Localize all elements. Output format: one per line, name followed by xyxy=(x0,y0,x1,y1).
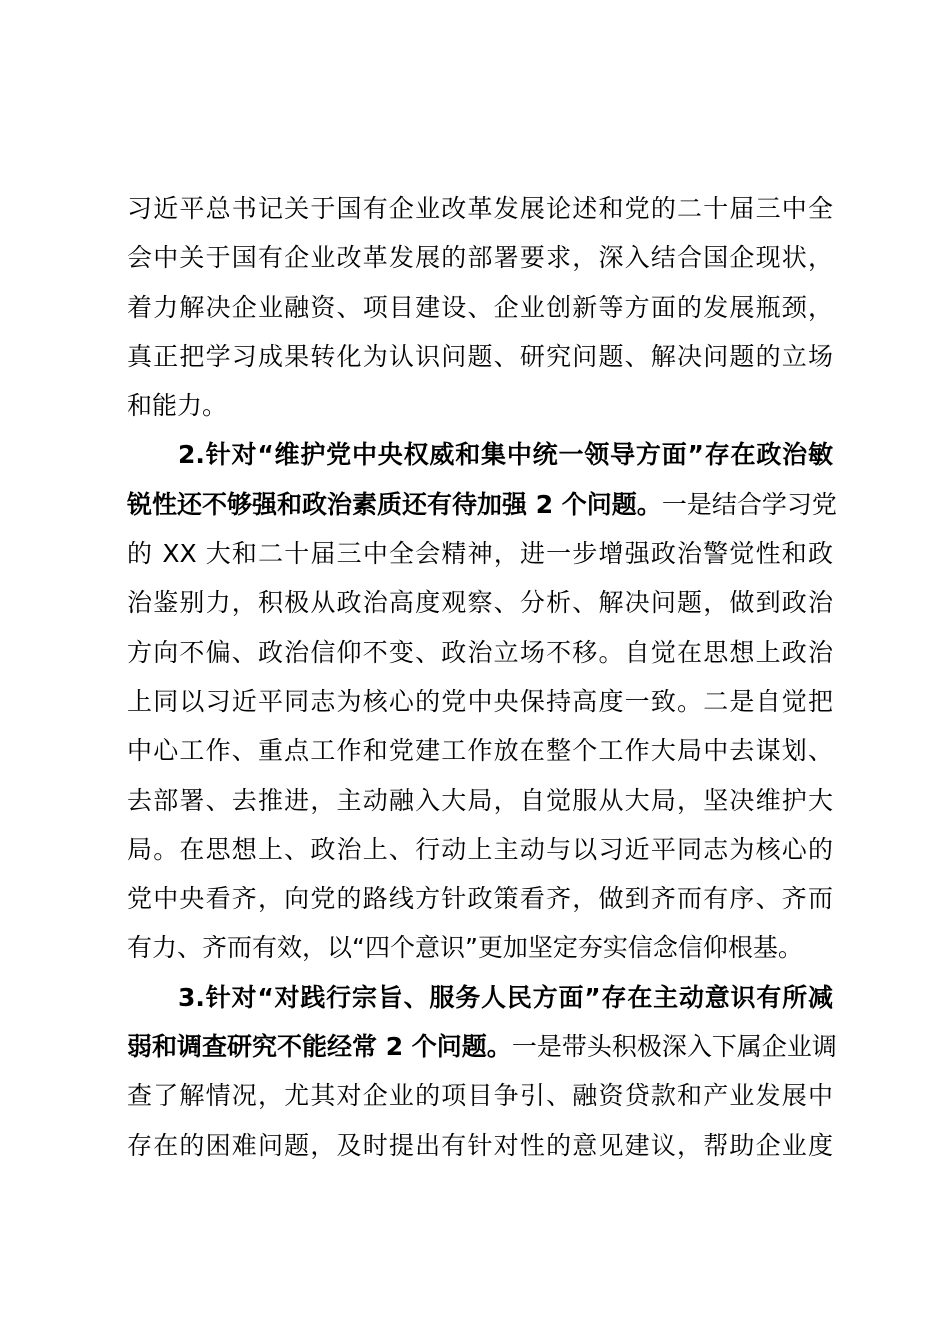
text-line: 局。在思想上、政治上、行动上主动与以习近平同志为核心的 xyxy=(127,834,833,864)
text-line: 治鉴别力，积极从政治高度观察、分析、解决问题，做到政治 xyxy=(127,588,833,618)
body-text: 一是带头积极深入下属企业调 xyxy=(511,1032,837,1062)
text-line: 党中央看齐，向党的路线方针政策看齐，做到齐而有序、齐而 xyxy=(127,884,833,914)
section-heading-text: 弱和调查研究不能经常 2 个问题。 xyxy=(127,1032,512,1062)
paragraph-2 xyxy=(127,430,837,972)
section-heading-line: 2.针对“维护党中央权威和集中统一领导方面”存在政治敏 xyxy=(178,440,833,470)
body-text: 一是结合学习党 xyxy=(661,489,837,519)
text-line: 查了解情况，尤其对企业的项目争引、融资贷款和产业发展中 xyxy=(127,1081,833,1111)
text-line: 和能力。 xyxy=(127,391,228,421)
text-line xyxy=(127,480,837,529)
text-line: 着力解决企业融资、项目建设、企业创新等方面的发展瓶颈， xyxy=(127,292,833,322)
paragraph-1 xyxy=(127,184,833,430)
text-line: 的 XX 大和二十届三中全会精神，进一步增强政治警觉性和政 xyxy=(127,539,833,569)
text-line: 习近平总书记关于国有企业改革发展论述和党的二十届三中全 xyxy=(127,194,833,223)
text-line: 方向不偏、政治信仰不变、政治立场不移。自觉在思想上政治 xyxy=(127,637,833,667)
text-line: 中心工作、重点工作和党建工作放在整个工作大局中去谋划、 xyxy=(127,736,833,766)
text-line: 真正把学习成果转化为认识问题、研究问题、解决问题的立场 xyxy=(127,341,833,371)
text-line: 去部署、去推进，主动融入大局，自觉服从大局，坚决维护大 xyxy=(127,785,833,815)
document-body xyxy=(127,184,837,1170)
text-line: 存在的困难问题，及时提出有针对性的意见建议，帮助企业度 xyxy=(127,1130,833,1160)
paragraph-3 xyxy=(127,973,837,1170)
text-line: 有力、齐而有效，以“四个意识”更加坚定夯实信念信仰根基。 xyxy=(127,933,803,963)
text-line: 上同以习近平同志为核心的党中央保持高度一致。二是自觉把 xyxy=(127,686,833,716)
section-heading-text: 锐性还不够强和政治素质还有待加强 2 个问题。 xyxy=(127,489,662,519)
text-line: 会中关于国有企业改革发展的部署要求，深入结合国企现状， xyxy=(127,243,833,273)
text-line xyxy=(127,1022,837,1071)
section-heading-line: 3.针对“对践行宗旨、服务人民方面”存在主动意识有所减 xyxy=(178,982,833,1012)
